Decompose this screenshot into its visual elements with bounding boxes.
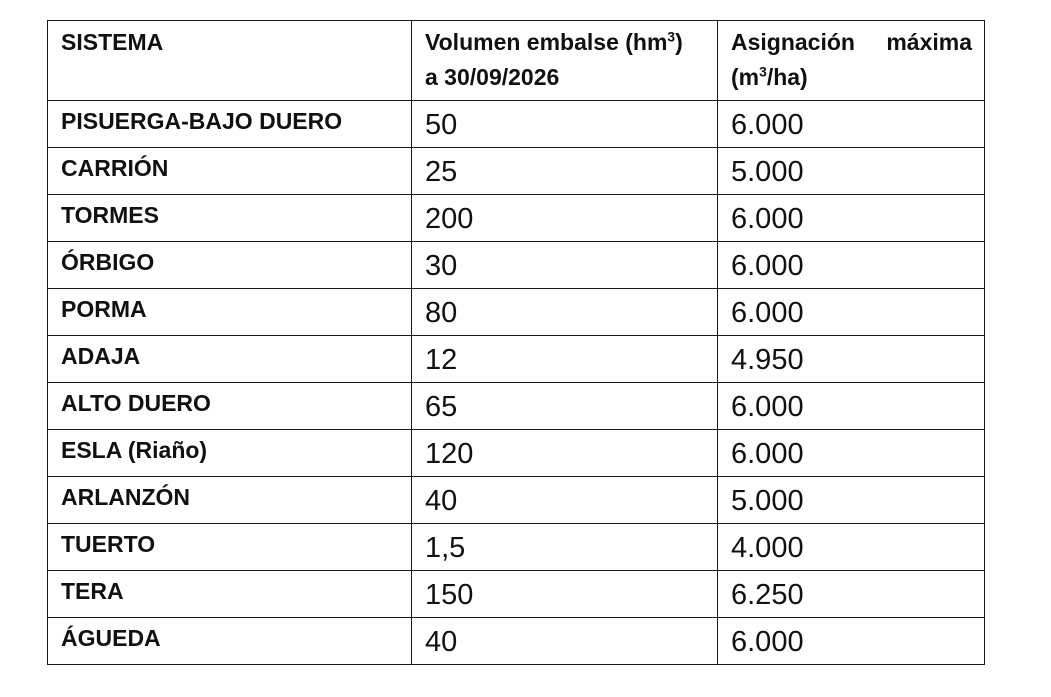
cell-volumen: 120 [412, 430, 718, 477]
header-asignacion [718, 21, 985, 101]
cell-asignacion: 6.000 [718, 289, 985, 336]
cell-volumen: 65 [412, 383, 718, 430]
header-row [48, 21, 985, 101]
cell-asignacion: 4.000 [718, 524, 985, 571]
cell-sistema: TERA [48, 571, 412, 618]
header-volumen-close: ) [675, 29, 683, 55]
cell-volumen: 12 [412, 336, 718, 383]
header-asignacion-unit-post: /ha) [766, 64, 808, 90]
table-row [48, 618, 985, 665]
header-asignacion-word1: Asignación [731, 29, 855, 55]
table-header [48, 21, 985, 101]
cell-asignacion: 6.000 [718, 430, 985, 477]
cell-sistema: ÓRBIGO [48, 242, 412, 289]
cell-sistema: ÁGUEDA [48, 618, 412, 665]
cell-asignacion: 5.000 [718, 477, 985, 524]
table-row [48, 524, 985, 571]
cell-volumen: 40 [412, 618, 718, 665]
cell-sistema: ALTO DUERO [48, 383, 412, 430]
table-row [48, 571, 985, 618]
header-sistema [48, 21, 412, 101]
header-asignacion-unit-pre: (m [731, 64, 760, 90]
cell-sistema: ARLANZÓN [48, 477, 412, 524]
table-row [48, 242, 985, 289]
cell-asignacion: 6.000 [718, 195, 985, 242]
cell-asignacion: 6.000 [718, 101, 985, 148]
table-body [48, 101, 985, 665]
cell-sistema: TUERTO [48, 524, 412, 571]
table-row [48, 477, 985, 524]
cell-sistema: TORMES [48, 195, 412, 242]
cell-sistema: ESLA (Riaño) [48, 430, 412, 477]
cell-asignacion: 6.000 [718, 618, 985, 665]
cell-asignacion: 5.000 [718, 148, 985, 195]
cell-asignacion: 4.950 [718, 336, 985, 383]
cell-volumen: 1,5 [412, 524, 718, 571]
header-asignacion-word2: máxima [886, 29, 972, 55]
header-volumen-line1 [425, 25, 717, 60]
cell-volumen: 30 [412, 242, 718, 289]
cell-volumen: 40 [412, 477, 718, 524]
cell-sistema: PISUERGA-BAJO DUERO [48, 101, 412, 148]
header-asignacion-line1 [731, 25, 972, 60]
table-row [48, 101, 985, 148]
cell-sistema: CARRIÓN [48, 148, 412, 195]
cell-volumen: 50 [412, 101, 718, 148]
table-row [48, 383, 985, 430]
cell-volumen: 25 [412, 148, 718, 195]
header-volumen [412, 21, 718, 101]
header-sistema-label: SISTEMA [61, 29, 164, 55]
table-row [48, 195, 985, 242]
table-row [48, 336, 985, 383]
cell-sistema: ADAJA [48, 336, 412, 383]
header-volumen-sup: 3 [667, 29, 676, 45]
table-row [48, 430, 985, 477]
cell-volumen: 80 [412, 289, 718, 336]
table-row [48, 148, 985, 195]
cell-asignacion: 6.000 [718, 383, 985, 430]
header-volumen-text: Volumen embalse (hm [425, 29, 668, 55]
cell-volumen: 150 [412, 571, 718, 618]
header-asignacion-sup: 3 [759, 64, 767, 80]
header-volumen-line2: a 30/09/2026 [425, 64, 560, 90]
cell-asignacion: 6.250 [718, 571, 985, 618]
cell-sistema: PORMA [48, 289, 412, 336]
table-row [48, 289, 985, 336]
cell-volumen: 200 [412, 195, 718, 242]
reservoir-allocation-table [47, 20, 985, 665]
header-asignacion-line2 [731, 60, 972, 95]
cell-asignacion: 6.000 [718, 242, 985, 289]
